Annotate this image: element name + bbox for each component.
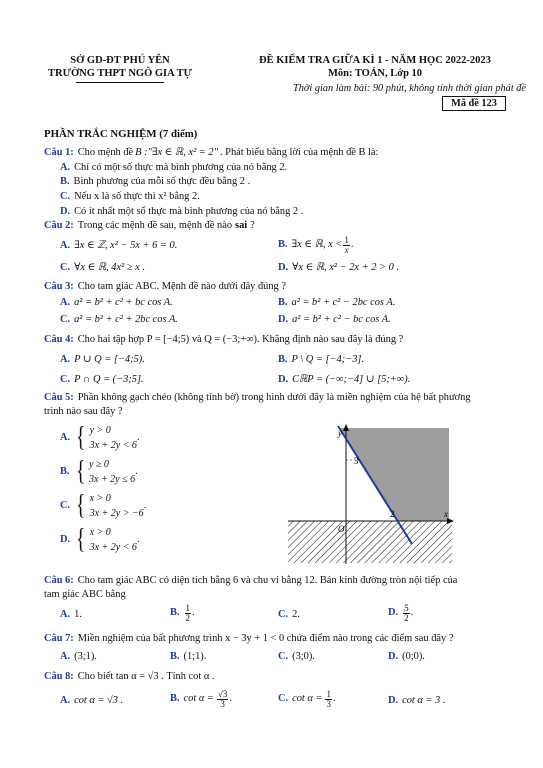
option-text: Có ít nhất một số thực mà bình phương của nó bằng 2 .: [74, 206, 304, 217]
q7-option-a[interactable]: [60, 651, 97, 663]
option-letter: B.: [278, 239, 288, 251]
option-text: ∀x ∈ ℝ, 4x² ≥ x .: [74, 262, 145, 273]
option-letter: B.: [60, 176, 70, 187]
question-text: trình nào sau đây ?: [44, 406, 123, 417]
section-title: PHẦN TRẮC NGHIỆM (7 điểm): [44, 128, 198, 140]
q4-option-d[interactable]: [278, 374, 410, 386]
q1-option-a[interactable]: [60, 162, 287, 174]
question-1: [44, 147, 378, 159]
option-letter: A.: [60, 354, 71, 365]
question-label: Câu 6:: [44, 575, 74, 586]
option-text: cot α = √3 .: [74, 695, 124, 706]
q4-option-a[interactable]: [60, 354, 145, 366]
option-text: (3;0).: [292, 651, 315, 662]
header-time: Thời gian làm bài: 90 phút, không tính thời gian phát đề: [293, 83, 526, 94]
option-letter: A.: [60, 162, 71, 173]
header-left-line2: TRƯỜNG THPT NGÔ GIA TỰ: [48, 68, 192, 79]
option-letter: A.: [60, 695, 71, 706]
hatched-region-below-axis: [288, 521, 452, 563]
option-letter: D.: [278, 374, 289, 385]
option-text: a² = b² + c² + bc cos A.: [74, 297, 173, 308]
option-text: a² = b² + c² − 2bc cos A.: [291, 297, 396, 308]
option-text: ∀x ∈ ℝ, x² − 2x + 2 > 0 .: [292, 262, 400, 273]
question-label: Câu 5:: [44, 392, 74, 403]
question-text: Cho hai tập hợp P = [−4;5) và Q = (−3;+∞). Khẳng định nào sau đây là đúng ?: [77, 334, 404, 345]
inequality-system: { x > 0 3x + 2y < 6: [76, 524, 137, 555]
option-letter: D.: [278, 262, 289, 273]
option-letter: B.: [170, 693, 180, 705]
q1-option-d[interactable]: [60, 206, 303, 218]
option-text: P ∩ Q = (−3;5].: [74, 374, 144, 385]
option-letter: D.: [388, 607, 399, 619]
question-6-line1: [44, 575, 457, 587]
option-text: ∃x ∈ ℤ, x² − 5x + 6 = 0.: [74, 240, 178, 251]
option-text: Nếu x là số thực thì x² bằng 2.: [74, 191, 200, 202]
origin-label: O: [338, 524, 345, 534]
question-label: Câu 1:: [44, 147, 74, 158]
question-label: Câu 4:: [44, 334, 74, 345]
question-bold-word: sai: [235, 220, 248, 231]
option-letter: C.: [278, 651, 289, 662]
q7-option-b[interactable]: [170, 651, 206, 663]
q5-option-d[interactable]: D. { x > 0 3x + 2y < 6 .: [60, 524, 140, 555]
q2-option-c[interactable]: [60, 262, 145, 274]
question-5-line1: [44, 392, 471, 404]
option-letter: D.: [388, 695, 399, 706]
option-fraction: $\frac{1}{x}$: [344, 235, 349, 255]
shaded-region: [340, 428, 449, 521]
q3-option-d[interactable]: [278, 314, 391, 326]
option-letter: C.: [60, 374, 71, 385]
question-text-end: . Phát biểu bằng lời của mệnh đề B là:: [219, 147, 379, 158]
option-letter: C.: [60, 262, 71, 273]
question-label: Câu 8:: [44, 671, 74, 682]
q8-option-b[interactable]: B. cot α = $\frac{√3}{3}$ .: [170, 689, 232, 709]
question-text-end: ?: [250, 220, 255, 231]
question-6-line2: [44, 589, 126, 601]
q5-option-b[interactable]: B. { y ≥ 0 3x + 2y ≤ 6 .: [60, 456, 138, 487]
option-text: Bình phương của mỗi số thực đều bằng 2 .: [73, 176, 251, 187]
q6-option-c[interactable]: [278, 609, 300, 621]
option-letter: D.: [60, 534, 71, 546]
option-letter: B.: [278, 354, 288, 365]
option-text: cot α =: [292, 693, 323, 705]
option-letter: A.: [60, 297, 71, 308]
q4-option-c[interactable]: [60, 374, 144, 386]
option-letter: D.: [388, 651, 399, 662]
option-text: P ∪ Q = [−4;5).: [74, 354, 145, 365]
feasible-region-graph: [284, 424, 469, 566]
option-text: a² = b² + c² + 2bc cos A.: [74, 314, 178, 325]
q6-option-b[interactable]: B. $\frac{1}{2}$ .: [170, 603, 195, 623]
question-text: tam giác ABC bằng: [44, 589, 126, 600]
q7-option-c[interactable]: [278, 651, 315, 663]
q6-option-d[interactable]: D. $\frac{5}{2}$ .: [388, 603, 414, 623]
q8-option-c[interactable]: C. cot α = $\frac{1}{3}$ .: [278, 689, 336, 709]
inequality-system: { y > 0 3x + 2y < 6: [76, 422, 137, 453]
question-label: Câu 3:: [44, 281, 74, 292]
option-text: 1.: [74, 609, 82, 620]
question-text: Cho tam giác ABC. Mệnh đề nào dưới đây đúng ?: [77, 281, 286, 292]
option-letter: A.: [60, 609, 71, 620]
inequality-system: { x > 0 3x + 2y > −6: [76, 490, 144, 521]
question-5-line2: [44, 406, 122, 418]
q2-option-a[interactable]: [60, 240, 177, 252]
option-fraction: $\frac{1}{3}$: [326, 689, 331, 709]
option-fraction: $\frac{5}{2}$: [404, 603, 409, 623]
option-letter: C.: [60, 314, 71, 325]
question-7: [44, 633, 453, 645]
option-text: a² = b² + c² − bc cos A.: [292, 314, 391, 325]
q3-option-c[interactable]: [60, 314, 178, 326]
option-letter: C.: [278, 693, 289, 705]
option-letter: B.: [278, 297, 288, 308]
option-letter: C.: [60, 500, 71, 512]
question-text: Trong các mệnh đề sau, mệnh đề nào: [77, 220, 233, 231]
q7-option-d[interactable]: [388, 651, 425, 663]
option-letter: C.: [278, 609, 289, 620]
q2-option-d[interactable]: [278, 262, 399, 274]
option-text: CℝP = (−∞;−4] ∪ [5;+∞).: [292, 374, 411, 385]
option-text: cot α =: [183, 693, 214, 705]
option-text: 2.: [292, 609, 300, 620]
q5-option-a[interactable]: A. { y > 0 3x + 2y < 6 .: [60, 422, 140, 453]
option-letter: C.: [60, 191, 71, 202]
question-label: Câu 2:: [44, 220, 74, 231]
x-label: x: [444, 509, 448, 519]
option-letter: D.: [278, 314, 289, 325]
q3-option-b[interactable]: [278, 297, 395, 309]
exam-code-box: Mã đề 123: [442, 96, 506, 111]
question-label: Câu 7:: [44, 633, 74, 644]
header-subject: Môn: TOÁN, Lớp 10: [327, 68, 423, 79]
option-letter: A.: [60, 432, 71, 444]
option-letter: D.: [60, 206, 71, 217]
option-text: cot α = 3 .: [402, 695, 446, 706]
inequality-system: { y ≥ 0 3x + 2y ≤ 6: [75, 456, 136, 487]
question-text: Miền nghiệm của bất phương trình x − 3y + 1 < 0 chứa điểm nào trong các điểm sau đây ?: [77, 633, 454, 644]
y-label: y: [338, 428, 342, 438]
option-fraction: $\frac{1}{2}$: [185, 603, 191, 623]
question-3: [44, 281, 286, 293]
option-letter: A.: [60, 651, 71, 662]
question-math: B :"∃x ∈ ℝ, x² = 2": [135, 147, 218, 158]
option-text: ∃x ∈ ℝ, x <: [291, 239, 343, 251]
option-letter: B.: [170, 651, 180, 662]
question-text: Cho tam giác ABC có diện tích bằng 6 và chu vi bằng 12. Bán kính đường tròn nội tiếp của: [77, 575, 458, 586]
question-text: Phần không gạch chéo (không tính bờ) trong hình dưới đây là miền nghiệm của hệ bất phương: [77, 392, 471, 403]
option-fraction: $\frac{√3}{3}$: [217, 689, 228, 709]
y-intercept-label: 3: [354, 456, 359, 466]
option-text: (0;0).: [402, 651, 425, 662]
question-text: Cho biết tan α = √3 . Tính cot α .: [77, 671, 215, 682]
q6-option-a[interactable]: [60, 609, 82, 621]
q1-option-b[interactable]: [60, 176, 250, 188]
option-letter: A.: [60, 240, 71, 251]
question-2: [44, 220, 255, 232]
header-underline: [76, 82, 164, 83]
q1-option-c[interactable]: [60, 191, 200, 203]
q4-option-b[interactable]: [278, 354, 364, 366]
option-text: Chỉ có một số thực mà bình phương của nó bằng 2.: [74, 162, 288, 173]
option-text: P \ Q = [−4;−3].: [291, 354, 365, 365]
header-exam-title: ĐỀ KIỂM TRA GIỮA KÌ 1 - NĂM HỌC 2022-2023: [259, 55, 491, 66]
option-text: (3;1).: [74, 651, 97, 662]
option-letter: B.: [170, 607, 180, 619]
q3-option-a[interactable]: [60, 297, 173, 309]
q8-option-a[interactable]: [60, 695, 123, 707]
q8-option-d[interactable]: [388, 695, 445, 707]
q2-option-b[interactable]: B. ∃x ∈ ℝ, x < $\frac{1}{x}$ .: [278, 235, 354, 255]
question-4: [44, 334, 403, 346]
header-left-line1: SỞ GD-ĐT PHÚ YÊN: [70, 55, 170, 66]
option-letter: B.: [60, 466, 70, 478]
y-axis-arrow: [343, 424, 349, 431]
option-text: (1;1).: [183, 651, 207, 662]
question-text: Cho mệnh đề: [77, 147, 134, 158]
q5-option-c[interactable]: C. { x > 0 3x + 2y > −6 .: [60, 490, 147, 521]
question-8: [44, 671, 214, 683]
x-intercept-label: 2: [390, 509, 395, 519]
